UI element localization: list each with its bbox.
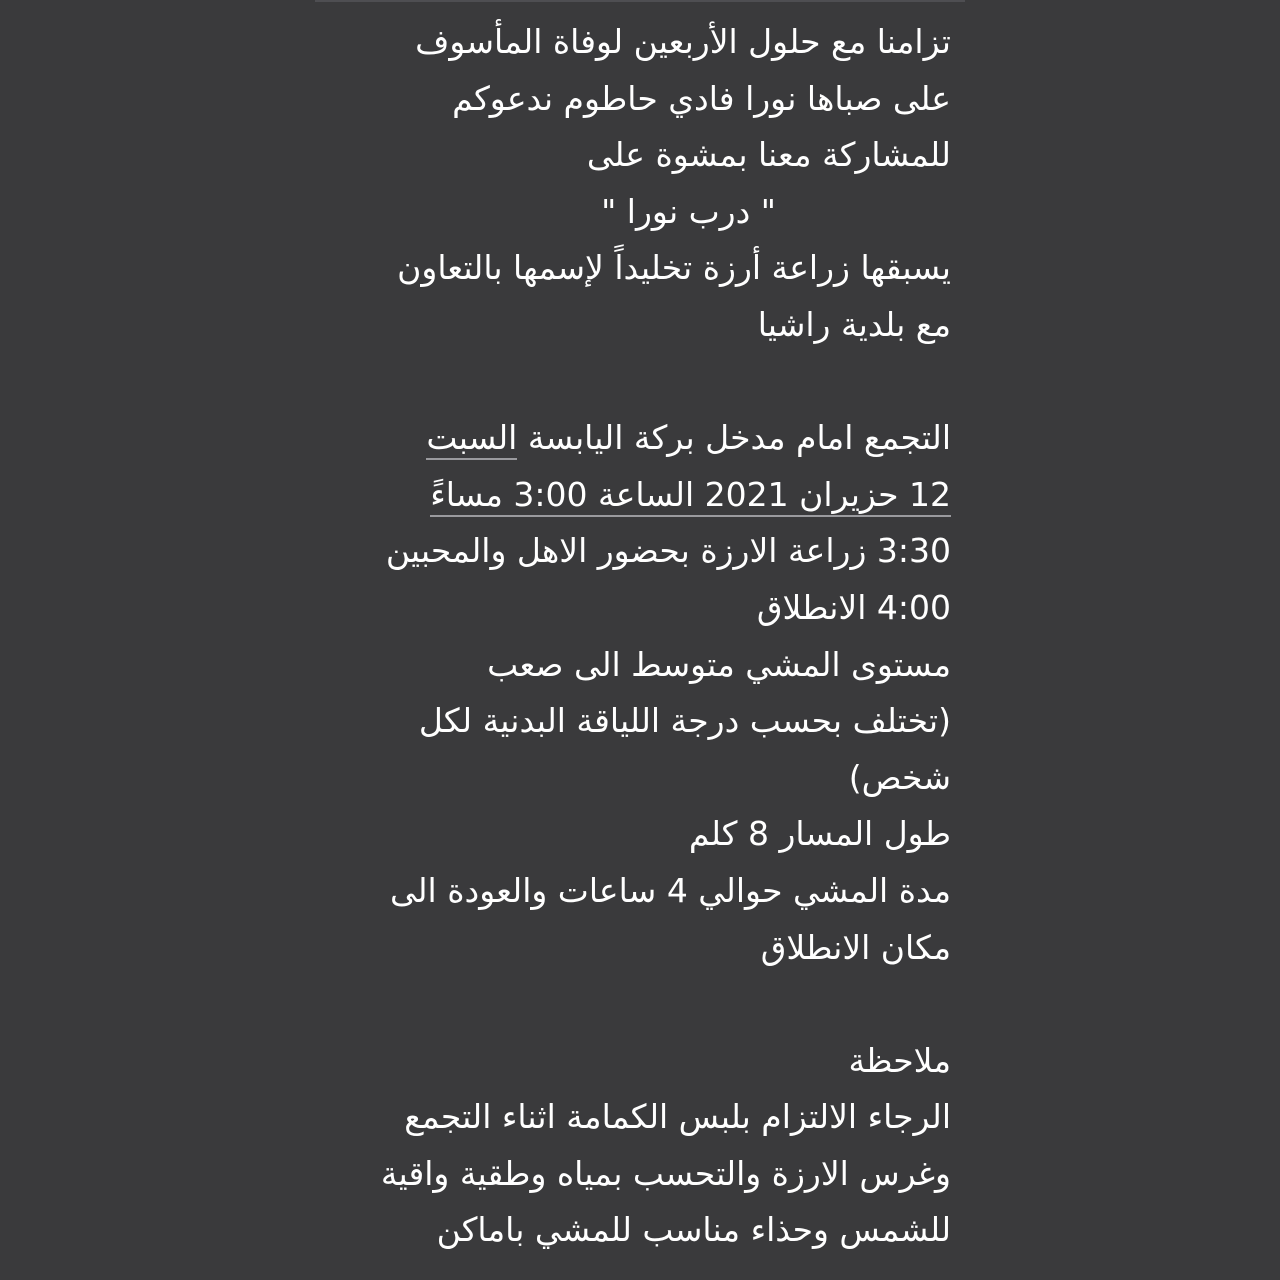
event-name-line: " درب نورا ": [601, 191, 776, 231]
detail-line: 4:00 الانطلاق: [756, 587, 951, 627]
note-title: ملاحظة: [848, 1040, 951, 1080]
message-line: على صباها نورا فادي حاطوم ندعوكم: [452, 78, 951, 118]
note-line: الرجاء الالتزام بلبس الكمامة اثناء التجمع: [404, 1097, 951, 1137]
detail-line: (تختلف بحسب درجة اللياقة البدنية لكل: [418, 701, 951, 741]
message-bubble-top-edge: [315, 0, 965, 2]
date-link-saturday[interactable]: السبت: [426, 418, 517, 460]
date-link-datetime[interactable]: 12 حزيران 2021 الساعة 3:00 مساءً: [430, 475, 951, 517]
detail-line: طول المسار 8 كلم: [688, 814, 951, 854]
message-line: مع بلدية راشيا: [757, 304, 951, 344]
gathering-line: [325, 410, 951, 467]
blank-line: [325, 976, 951, 1033]
gathering-location-text: التجمع امام مدخل بركة اليابسة: [527, 418, 951, 458]
message-line: يسبقها زراعة أرزة تخليداً لإسمها بالتعاون: [397, 248, 951, 288]
note-line: للشمس وحذاء مناسب للمشي باماكن: [436, 1210, 951, 1250]
detail-line: مدة المشي حوالي 4 ساعات والعودة الى: [389, 870, 951, 910]
message-body: [325, 14, 951, 1280]
date-time-line: [325, 467, 951, 524]
detail-line: شخص): [848, 757, 951, 797]
detail-line: مستوى المشي متوسط الى صعب: [487, 644, 951, 684]
blank-line: [325, 354, 951, 411]
message-line: تزامنا مع حلول الأربعين لوفاة المأسوف: [415, 22, 951, 61]
note-line: وغرس الارزة والتحسب بمياه وطقية واقية: [380, 1153, 951, 1193]
detail-line: 3:30 زراعة الارزة بحضور الاهل والمحبين: [385, 531, 951, 571]
detail-line: مكان الانطلاق: [760, 927, 951, 967]
message-line: للمشاركة معنا بمشوة على: [586, 135, 951, 175]
